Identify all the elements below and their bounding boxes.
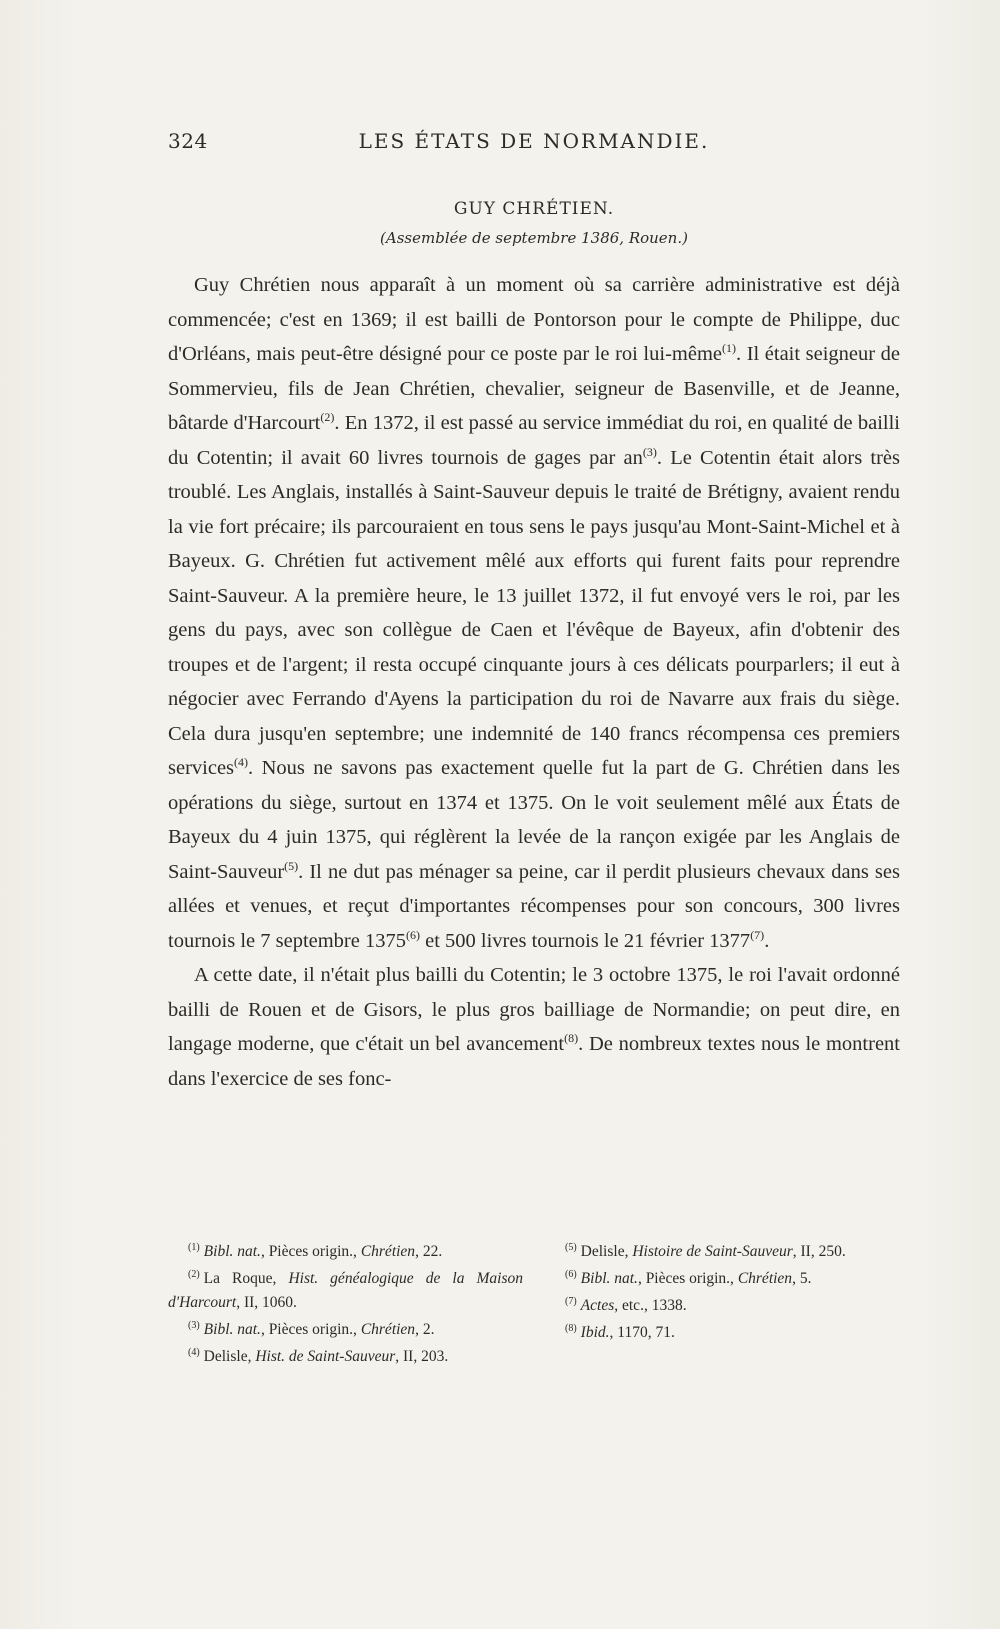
footnote-text: Actes <box>580 1297 615 1314</box>
footnote-ref: (4) <box>234 755 249 770</box>
footnote <box>545 1321 900 1345</box>
footnote <box>545 1294 900 1318</box>
footnote-ref: (3) <box>642 444 657 459</box>
footnote-text: Chrétien <box>737 1270 793 1287</box>
footnote-ref: (5) <box>284 858 299 873</box>
text-run: Guy Chrétien nous apparaît à un moment où sa carrière administrative est déjà commencée; c'est en 1369; il est bailli de Pontorson pour le compte de Philippe, duc d'Orléans, mais peut-être désigné pour ce poste par le roi lui-même <box>168 274 900 365</box>
footnote-ref: (6) <box>405 927 420 942</box>
footnote-text: , 2. <box>415 1321 435 1338</box>
footnote <box>168 1345 523 1369</box>
section-subtitle: (Assemblée de septembre 1386, Rouen.) <box>380 229 688 247</box>
footnote-number: (7) <box>565 1295 577 1307</box>
footnote-text: Delisle, <box>580 1243 633 1260</box>
footnote-number: (5) <box>565 1241 577 1253</box>
footnote-text: Hist. généalogique de la Maison d'Harcourt <box>168 1270 523 1311</box>
footnote-ref: (7) <box>750 927 765 942</box>
footnote-number: (8) <box>565 1322 577 1334</box>
section-title: GUY CHRÉTIEN. <box>453 199 615 219</box>
footnote-number: (4) <box>188 1346 200 1358</box>
footnote-number: (3) <box>188 1319 200 1331</box>
footnote-text: , 1170, 71. <box>609 1324 675 1341</box>
footnote-number: (2) <box>188 1268 200 1280</box>
footnote-ref: (1) <box>722 341 736 356</box>
paragraph <box>168 268 900 958</box>
footnote-text: Delisle, <box>203 1348 256 1365</box>
footnote-text: , 5. <box>792 1270 812 1287</box>
footnote-text: Histoire de Saint-Sauveur <box>632 1243 793 1260</box>
footnote-text: Bibl. nat. <box>203 1243 261 1260</box>
footnote-text: Hist. de Saint-Sauveur <box>255 1348 396 1365</box>
footnote-text: , II, 203. <box>395 1348 449 1365</box>
paragraph <box>168 958 900 1096</box>
page-number: 324 <box>168 129 208 153</box>
footnote-text: , II, 250. <box>792 1243 846 1260</box>
footnote-text: , Pièces origin., <box>260 1321 361 1338</box>
footnote-text: Bibl. nat. <box>203 1321 261 1338</box>
footnote-number: (6) <box>565 1268 577 1280</box>
footnotes-right-column <box>545 1240 900 1372</box>
footnote-text: , Pièces origin., <box>637 1270 738 1287</box>
footnote <box>168 1240 523 1264</box>
footnote <box>168 1318 523 1342</box>
footnote-text: , Pièces origin., <box>260 1243 361 1260</box>
footnote <box>168 1267 523 1315</box>
footnote-text: La Roque, <box>203 1270 289 1287</box>
body-text <box>168 268 900 1096</box>
text-run: . Nous ne savons pas exactement quelle fut la part de G. Chrétien dans les opérations du siège, surtout en 1374 et 1375. On le voit seulement mêlé aux États de Bayeux du 4 juin 1375, qui réglèrent la levée de la rançon exigée par les Anglais de Saint-Sauveur <box>168 757 900 883</box>
page-header <box>168 129 900 159</box>
footnote-text: Ibid. <box>580 1324 610 1341</box>
footnote-text: Chrétien <box>360 1321 416 1338</box>
footnote <box>545 1240 900 1264</box>
footnote-number: (1) <box>188 1241 200 1253</box>
text-run: A cette date, il n'était plus bailli du Cotentin; le 3 octobre 1375, le roi l'avait ordonné bailli de Rouen et de Gisors, le plus gros bailliage de Normandie; on peut dire, en langage moderne, que c'était un bel avancement <box>168 964 900 1055</box>
footnote-text: , II, 1060. <box>236 1294 297 1311</box>
running-title: LES ÉTATS DE NORMANDIE. <box>358 129 710 153</box>
text-run: et 500 livres tournois le 21 février 1377 <box>419 929 751 952</box>
footnotes <box>168 1240 900 1372</box>
footnote-text: , etc., 1338. <box>614 1297 687 1314</box>
footnotes-left-column <box>168 1240 523 1372</box>
footnote-text: Chrétien <box>360 1243 416 1260</box>
text-run: . En 1372, il est passé au service immédiat du roi, en qualité de bailli du Cotentin; il avait 60 livres tournois de gages par an <box>168 412 900 469</box>
text-run: . Le Cotentin était alors très troublé. Les Anglais, installés à Saint-Sauveur depuis le traité de Brétigny, avaient rendu la vie fort précaire; ils parcouraient en tous sens le pays jusqu'au Mont-Saint-Michel et à Bayeux. G. Chrétien fut activement mêlé aux efforts qui furent faits pour reprendre Saint-Sauveur. A la première heure, le 13 juillet 1372, il fut envoyé vers le roi, par les gens du pays, avec son collègue de Caen et l'évêque de Bayeux, afin d'obtenir des troupes et de l'argent; il resta occupé cinquante jours à ces délicats pourparlers; il eut à négocier avec Ferrando d'Ayens la participation du roi de Navarre aux frais du siège. Cela dura jusqu'en septembre; une indemnité de 140 francs récompensa ces premiers services <box>168 446 901 779</box>
footnote-ref: (8) <box>564 1031 579 1046</box>
footnote-ref: (2) <box>320 410 335 425</box>
footnote-text: Bibl. nat. <box>580 1270 638 1287</box>
text-run: . Il était seigneur de Sommervieu, fils de Jean Chrétien, chevalier, seigneur de Basenville, et de Jeanne, bâtarde d'Harcourt <box>168 343 900 434</box>
text-run: . Il ne dut pas ménager sa peine, car il perdit plusieurs chevaux dans ses allées et venues, et reçut d'importantes récompenses pour son concours, 300 livres tournois le 7 septembre 1375 <box>168 860 900 952</box>
footnote-text: , 22. <box>415 1243 443 1260</box>
footnote <box>545 1267 900 1291</box>
text-run: . <box>764 929 770 952</box>
text-run: . De nombreux textes nous le montrent dans l'exercice de ses fonc- <box>168 1033 900 1090</box>
